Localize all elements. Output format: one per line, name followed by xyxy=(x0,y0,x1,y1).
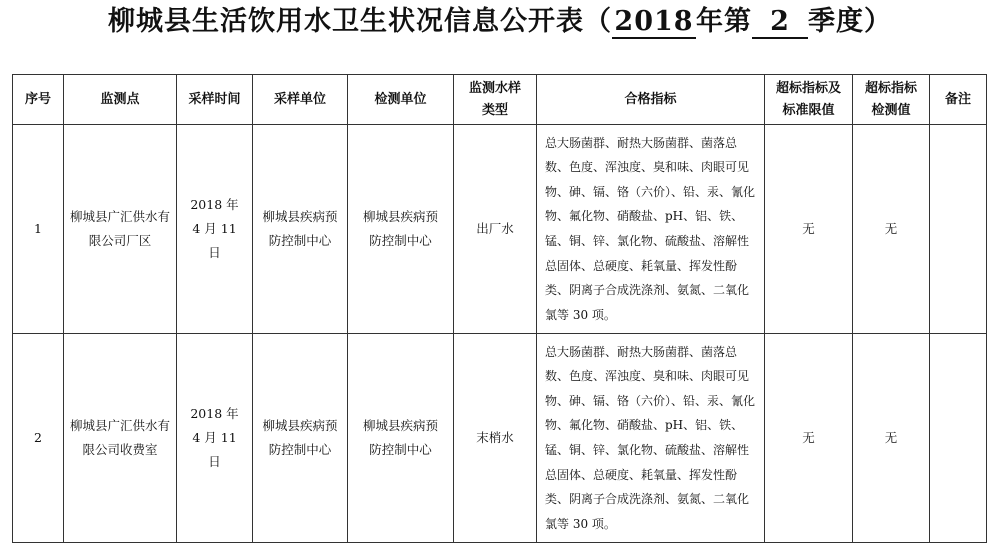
row-sample-type: 出厂水 xyxy=(454,125,537,334)
row-date: 2018 年 4 月 11 日 xyxy=(177,125,253,334)
row-no: 2 xyxy=(13,334,64,543)
row-tester: 柳城县疾病预防控制中心 xyxy=(348,334,454,543)
table-row xyxy=(13,334,987,543)
page-title xyxy=(0,2,1000,42)
title-prefix: 柳城县生活饮用水卫生状况信息公开表（ xyxy=(108,6,612,37)
row-exceed-limit: 无 xyxy=(765,125,853,334)
row-exceed-value: 无 xyxy=(853,125,930,334)
table-row xyxy=(13,125,987,334)
header-no: 序号 xyxy=(13,75,64,125)
header-site: 监测点 xyxy=(64,75,177,125)
title-year: 2018 xyxy=(612,7,696,39)
title-quarter: 2 xyxy=(752,7,808,39)
header-exceed-limit: 超标指标及标准限值 xyxy=(765,75,853,125)
row-exceed-limit: 无 xyxy=(765,334,853,543)
row-sampler: 柳城县疾病预防控制中心 xyxy=(253,125,348,334)
row-sample-type: 末梢水 xyxy=(454,334,537,543)
row-standard: 总大肠菌群、耐热大肠菌群、菌落总数、色度、浑浊度、臭和味、肉眼可见物、砷、镉、铬（六价）、铅、汞、氰化物、氟化物、硝酸盐、pH、铝、铁、锰、铜、锌、氯化物、硫酸盐、溶解性总固体、总硬度、耗氧量、挥发性酚类、阴离子合成洗涤剂、氨氮、二氧化氯等 30 项。 xyxy=(537,334,765,543)
row-exceed-value: 无 xyxy=(853,334,930,543)
header-sampler: 采样单位 xyxy=(253,75,348,125)
header-remark: 备注 xyxy=(930,75,987,125)
title-quarter-suffix: 季度） xyxy=(808,6,892,37)
header-sample-type: 监测水样类型 xyxy=(454,75,537,125)
row-site: 柳城县广汇供水有限公司收费室 xyxy=(64,334,177,543)
title-year-suffix: 年第 xyxy=(696,6,752,37)
row-remark xyxy=(930,125,987,334)
row-site: 柳城县广汇供水有限公司厂区 xyxy=(64,125,177,334)
table-header-row xyxy=(13,75,987,125)
header-tester: 检测单位 xyxy=(348,75,454,125)
row-standard: 总大肠菌群、耐热大肠菌群、菌落总数、色度、浑浊度、臭和味、肉眼可见物、砷、镉、铬（六价）、铅、汞、氰化物、氟化物、硝酸盐、pH、铝、铁、锰、铜、锌、氯化物、硫酸盐、溶解性总固体、总硬度、耗氧量、挥发性酚类、阴离子合成洗涤剂、氨氮、二氧化氯等 30 项。 xyxy=(537,125,765,334)
water-quality-table xyxy=(12,74,987,543)
row-sampler: 柳城县疾病预防控制中心 xyxy=(253,334,348,543)
row-remark xyxy=(930,334,987,543)
header-standard: 合格指标 xyxy=(537,75,765,125)
row-date: 2018 年 4 月 11 日 xyxy=(177,334,253,543)
header-date: 采样时间 xyxy=(177,75,253,125)
row-no: 1 xyxy=(13,125,64,334)
row-tester: 柳城县疾病预防控制中心 xyxy=(348,125,454,334)
header-exceed-value: 超标指标检测值 xyxy=(853,75,930,125)
